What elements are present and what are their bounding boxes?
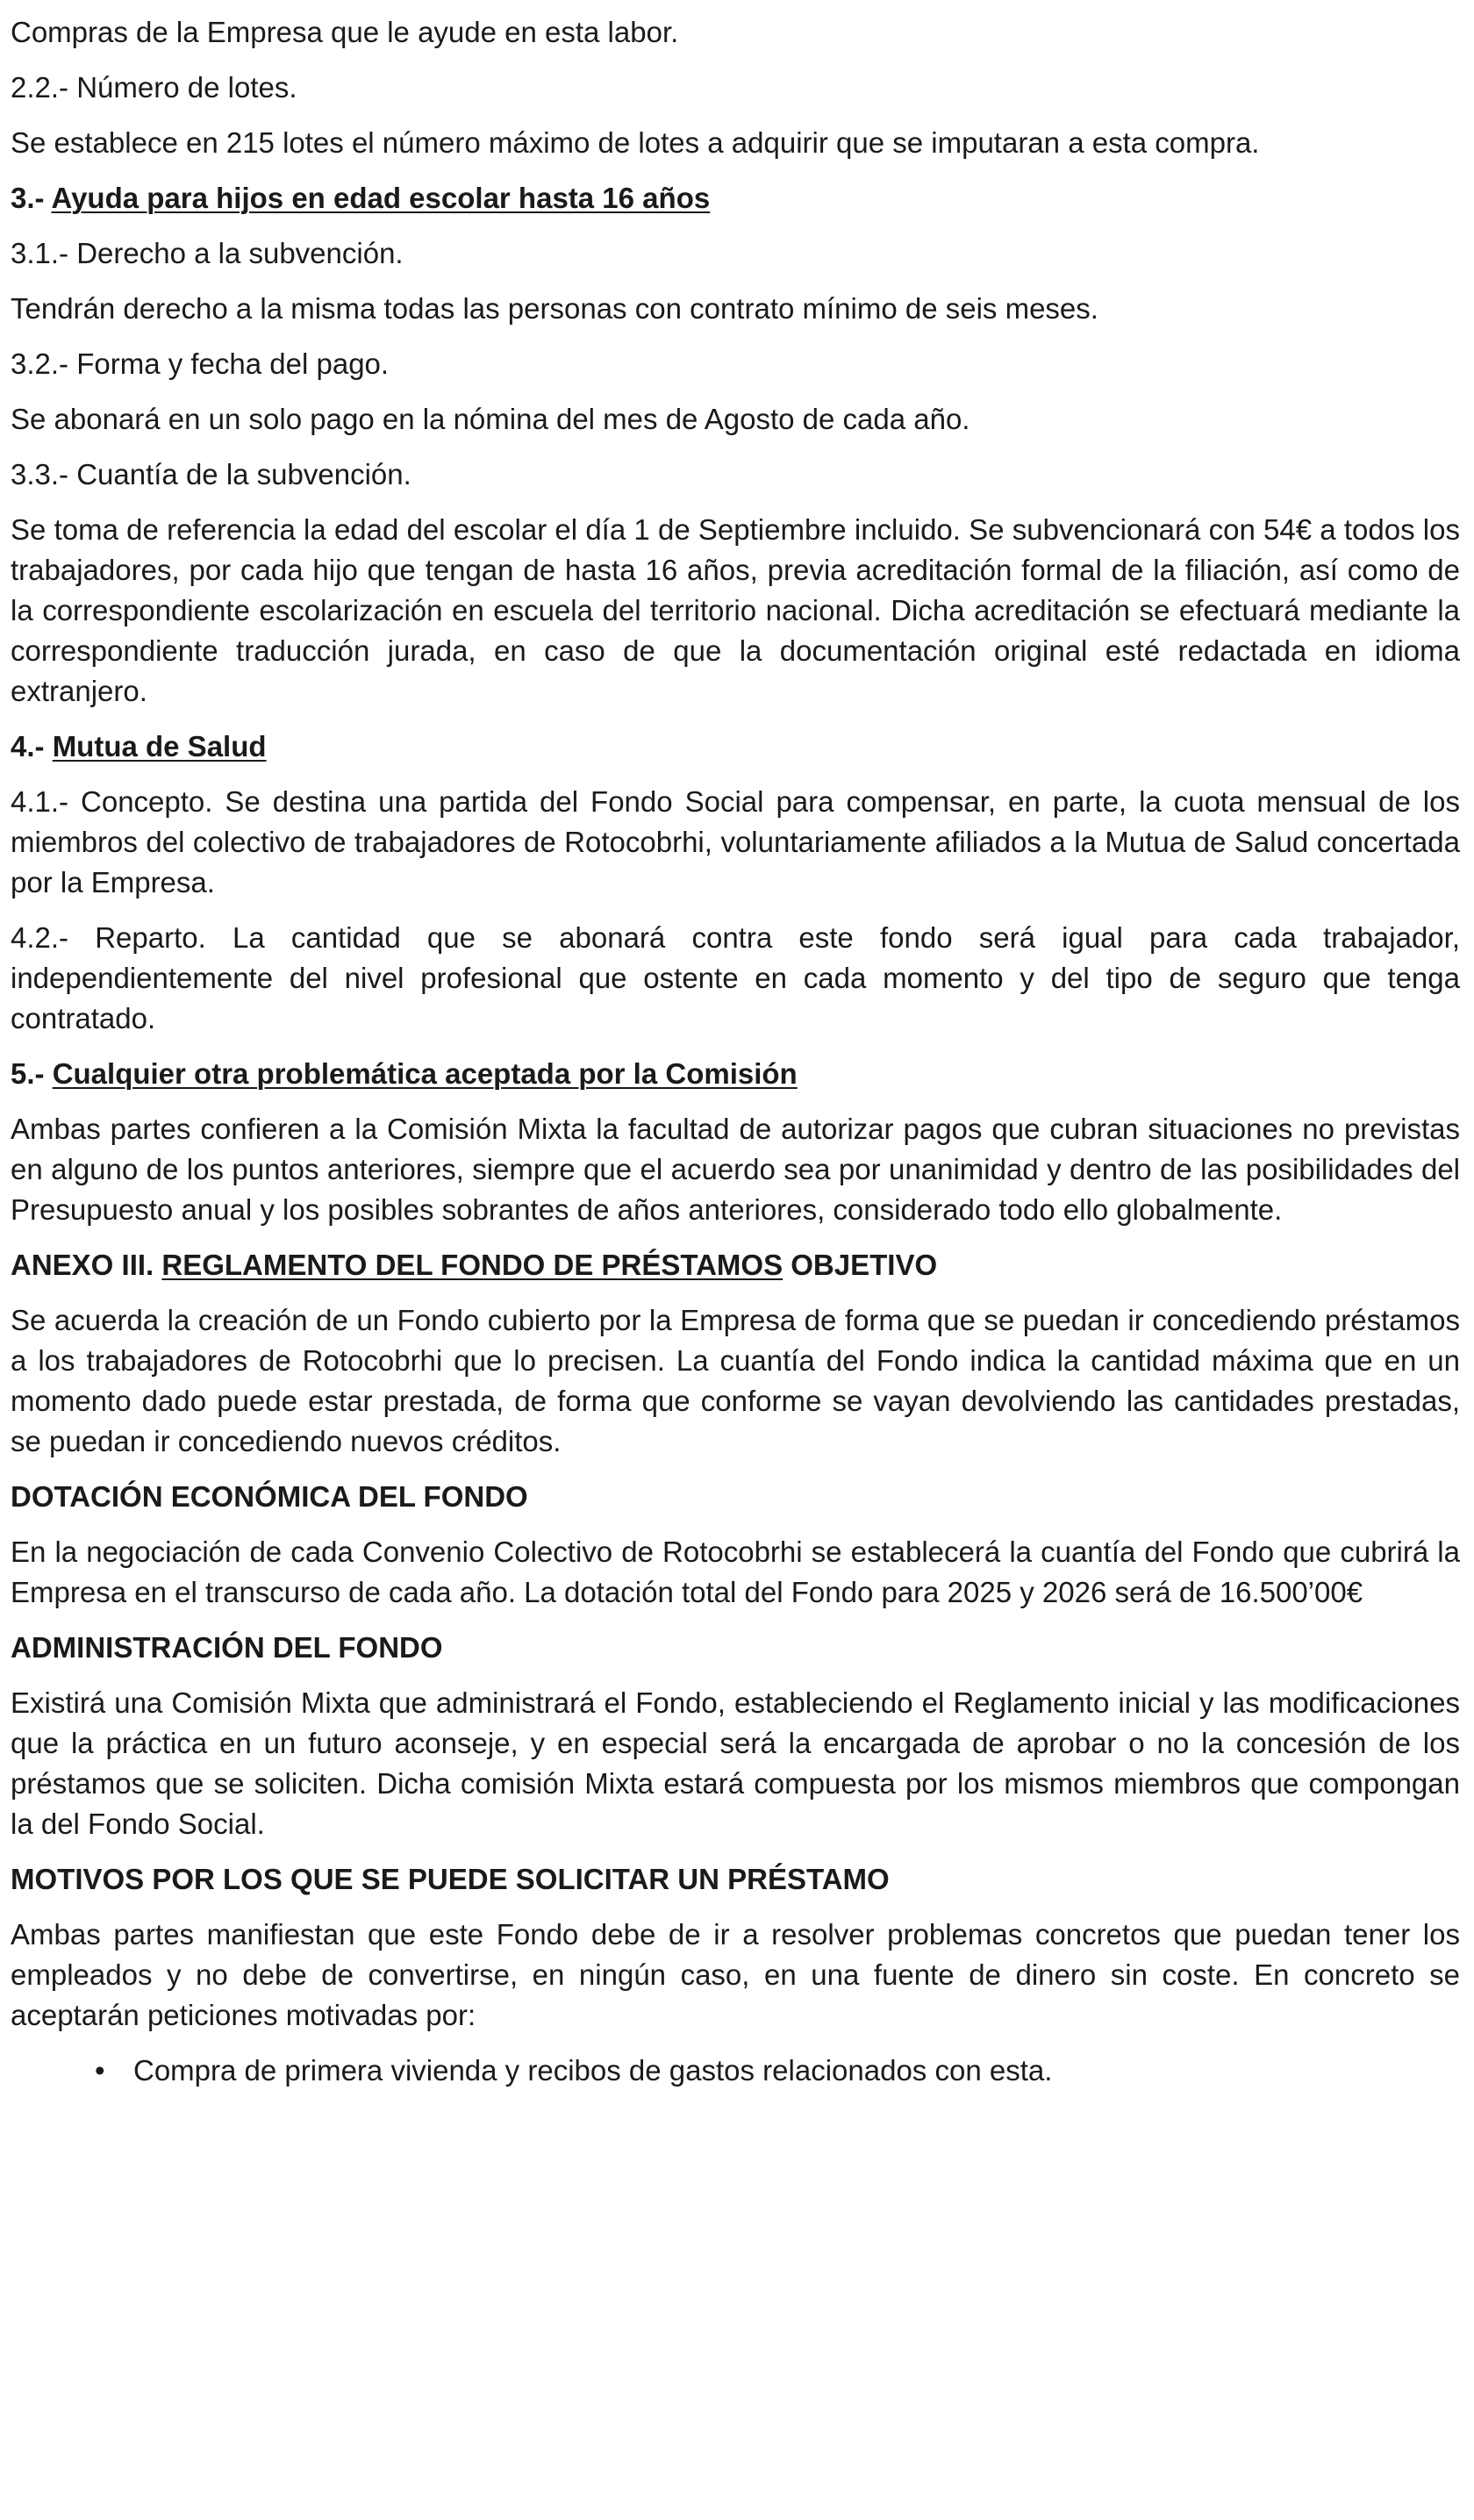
list-item	[11, 2051, 1460, 2091]
subsection-3-1-text: Tendrán derecho a la misma todas las personas con contrato mínimo de seis meses.	[11, 292, 1098, 325]
paragraph-continuation: Compras de la Empresa que le ayude en esta labor.	[11, 16, 679, 48]
subsection-3-3-heading: 3.3.- Cuantía de la subvención.	[11, 458, 411, 490]
section-4-heading	[11, 727, 1460, 767]
reasons-list	[11, 2051, 1460, 2091]
subsection-3-2-heading: 3.2.- Forma y fecha del pago.	[11, 347, 390, 380]
bullet-icon: •	[95, 2054, 105, 2087]
section-5-text: Ambas partes confieren a la Comisión Mixta la facultad de autorizar pagos que cubran situaciones no previstas en alguno de los puntos anteriores, siempre que el acuerdo sea por unanimidad y dentro de las posibilidades del Presupuesto anual y los posibles sobrantes de años anteriores, considerado todo ello globalmente.	[11, 1113, 1460, 1226]
section-4-title: Mutua de Salud	[52, 730, 267, 762]
objective-text: Se acuerda la creación de un Fondo cubierto por la Empresa de forma que se puedan ir concediendo préstamos a los trabajadores de Rotocobrhi que lo precisen. La cuantía del Fondo indica la cantidad máxima que en un momento dado puede estar prestada, de forma que conforme se vayan devolviendo las cantidades prestadas, se puedan ir concediendo nuevos créditos.	[11, 1304, 1460, 1457]
subsection-4-1-text: 4.1.- Concepto. Se destina una partida del Fondo Social para compensar, en parte, la cuota mensual de los miembros del colectivo de trabajadores de Rotocobrhi, voluntariamente afiliados a la Mutua de Salud concertada por la Empresa.	[11, 785, 1460, 898]
annex-3-objective-label: OBJETIVO	[783, 1249, 938, 1281]
section-5-heading	[11, 1054, 1460, 1094]
section-5-title: Cualquier otra problemática aceptada por la Comisión	[52, 1057, 798, 1090]
document-page	[11, 12, 1460, 2091]
section-4-number: 4.-	[11, 730, 53, 762]
section-3-title: Ayuda para hijos en edad escolar hasta 16 años	[51, 182, 711, 214]
section-3-heading	[11, 178, 1460, 218]
section-3-number: 3.-	[11, 182, 52, 214]
reasons-heading: MOTIVOS POR LOS QUE SE PUEDE SOLICITAR UN PRÉSTAMO	[11, 1863, 890, 1895]
subsection-3-3-text: Se toma de referencia la edad del escolar el día 1 de Septiembre incluido. Se subvencionará con 54€ a todos los trabajadores, por cada hijo que tengan de hasta 16 años, previa acreditación formal de la filiación, así como de la correspondiente escolarización en escuela del territorio nacional. Dicha acreditación se efectuará mediante la correspondiente traducción jurada, en caso de que la documentación original esté redactada en idioma extranjero.	[11, 513, 1460, 707]
subsection-3-2-text: Se abonará en un solo pago en la nómina del mes de Agosto de cada año.	[11, 403, 970, 435]
subsection-2-2-text: Se establece en 215 lotes el número máximo de lotes a adquirir que se imputaran a esta compra.	[11, 126, 1260, 159]
administration-text: Existirá una Comisión Mixta que administrará el Fondo, estableciendo el Reglamento inicial y las modificaciones que la práctica en un futuro aconseje, y en especial será la encargada de aprobar o no la concesión de los préstamos que se soliciten. Dicha comisión Mixta estará compuesta por los mismos miembros que compongan la del Fondo Social.	[11, 1686, 1460, 1840]
subsection-4-2-text: 4.2.- Reparto. La cantidad que se abonará contra este fondo será igual para cada trabajador, independientemente del nivel profesional que ostente en cada momento y del tipo de seguro que tenga contratado.	[11, 921, 1460, 1034]
annex-3-prefix: ANEXO III.	[11, 1249, 162, 1281]
subsection-3-1-heading: 3.1.- Derecho a la subvención.	[11, 237, 404, 269]
annex-3-heading	[11, 1245, 1460, 1285]
section-5-number: 5.-	[11, 1057, 53, 1090]
annex-3-title: REGLAMENTO DEL FONDO DE PRÉSTAMOS	[161, 1249, 784, 1281]
funding-text: En la negociación de cada Convenio Colectivo de Rotocobrhi se establecerá la cuantía del Fondo que cubrirá la Empresa en el transcurso de cada año. La dotación total del Fondo para 2025 y 2026 será de 16.500’00€	[11, 1536, 1460, 1608]
list-item-text: Compra de primera vivienda y recibos de gastos relacionados con esta.	[133, 2054, 1053, 2087]
reasons-text: Ambas partes manifiestan que este Fondo debe de ir a resolver problemas concretos que puedan tener los empleados y no debe de convertirse, en ningún caso, en una fuente de dinero sin coste. En concreto se aceptarán peticiones motivadas por:	[11, 1918, 1460, 2031]
subsection-2-2-heading: 2.2.- Número de lotes.	[11, 71, 297, 104]
funding-heading: DOTACIÓN ECONÓMICA DEL FONDO	[11, 1480, 528, 1513]
administration-heading: ADMINISTRACIÓN DEL FONDO	[11, 1631, 443, 1664]
